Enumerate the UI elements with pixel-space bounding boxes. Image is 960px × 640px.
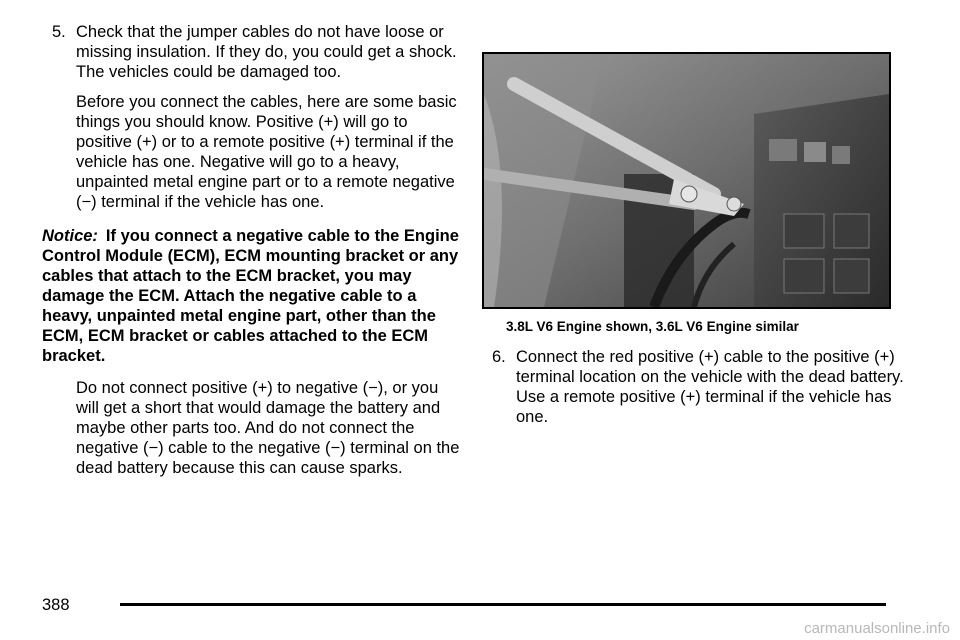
step-number: 6.: [492, 348, 506, 366]
watermark: carmanualsonline.info: [804, 620, 950, 637]
notice-text: If you connect a negative cable to the Engine Control Module (ECM), ECM mounting bracket or any cables that attach to the ECM bracket, you may damage the ECM. Attach the negative cable to a heavy, unpainted metal engine part, other than the ECM, ECM bracket or cables attached to the ECM bracket.: [42, 227, 459, 365]
engine-photo: [482, 52, 891, 309]
intro-paragraph: Before you connect the cables, here are some basic things you should know. Positive (+) will go to positive (+) or to a remote positive (+) terminal if the vehicle has one. Negative will go to a heavy, unpainted metal engine part or to a remote negative (−) terminal if the vehicle has one.: [76, 93, 457, 211]
step-number: 5.: [52, 23, 66, 41]
left-column: [42, 22, 462, 492]
photo-caption: 3.8L V6 Engine shown, 3.6L V6 Engine similar: [506, 319, 799, 334]
page-number: 388: [42, 596, 70, 614]
warning-paragraph: Do not connect positive (+) to negative (−), or you will get a short that would damage the battery and maybe other parts too. And do not connect the negative (−) cable to the negative (−) terminal on the dead battery because this can cause sparks.: [76, 379, 460, 477]
notice-label: Notice:: [42, 227, 98, 245]
step-text: Check that the jumper cables do not have loose or missing insulation. If they do, you could get a shock. The vehicles could be damaged too.: [76, 23, 457, 81]
step-6: [482, 347, 912, 427]
right-column: [482, 52, 912, 427]
step-5: [42, 22, 462, 82]
step-text: Connect the red positive (+) cable to the positive (+) terminal location on the vehicle with the dead battery. Use a remote positive (+) terminal if the vehicle has one.: [516, 348, 904, 426]
engine-photo-illustration: [484, 54, 889, 307]
notice-block: [42, 226, 462, 366]
footer-rule: [120, 603, 886, 606]
